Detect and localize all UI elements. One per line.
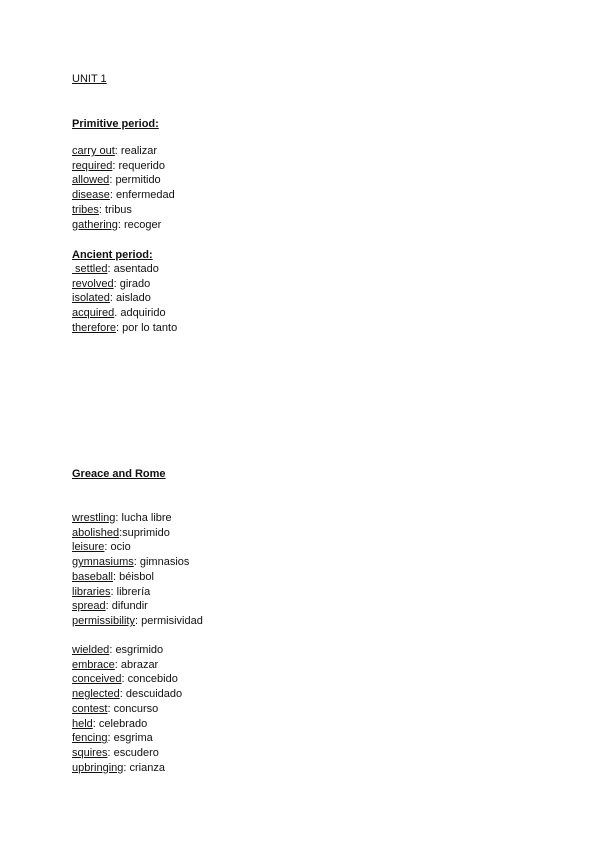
vocab-term: therefore [72, 321, 117, 334]
vocab-entry [72, 672, 182, 687]
vocab-term: held [72, 717, 93, 730]
vocab-term: fencing [72, 732, 108, 745]
vocab-entry [72, 203, 175, 218]
vocab-entry [72, 585, 203, 600]
vocab-definition: tribus [105, 203, 132, 216]
vocab-entry [72, 717, 182, 732]
vocab-separator: : [107, 732, 114, 745]
vocab-separator: : [114, 145, 121, 157]
vocab-entry [72, 643, 182, 658]
vocab-entry [72, 658, 182, 673]
vocab-list-primitive [72, 144, 175, 232]
vocab-definition: gimnasios [139, 556, 190, 569]
vocab-separator: : [109, 189, 117, 202]
vocab-entry [72, 702, 182, 717]
vocab-term: permissibility [72, 614, 135, 627]
vocab-separator: . [114, 307, 121, 320]
vocab-definition: ocio [110, 541, 131, 554]
vocab-definition: lucha libre [121, 512, 172, 524]
vocab-definition: difundir [111, 600, 148, 613]
vocab-separator: : [92, 717, 99, 730]
vocab-entry [72, 599, 203, 614]
vocab-separator: : [116, 321, 123, 334]
vocab-entry [72, 321, 177, 336]
vocab-definition: esgrima [113, 732, 153, 745]
vocab-entry [72, 614, 203, 629]
vocab-entry [72, 159, 175, 174]
vocab-definition: concebido [127, 673, 178, 686]
page-title: UNIT 1 [72, 73, 107, 85]
vocab-separator: : [107, 702, 114, 715]
vocab-definition: adquirido [120, 307, 166, 320]
vocab-definition: crianza [129, 761, 165, 774]
vocab-entry [72, 511, 203, 526]
vocab-definition: recoger [124, 218, 162, 231]
section-heading-primitive: Primitive period: [72, 118, 159, 130]
vocab-term: tribes [72, 203, 99, 216]
vocab-entry [72, 555, 203, 570]
vocab-separator: : [104, 541, 111, 554]
vocab-definition: asentado [113, 263, 159, 275]
vocab-separator: : [109, 292, 117, 305]
vocab-term: spread [72, 600, 106, 613]
vocab-entry [72, 526, 203, 541]
vocab-term: neglected [72, 688, 120, 701]
vocab-entry [72, 540, 203, 555]
vocab-separator: : [109, 644, 116, 656]
vocab-entry [72, 218, 175, 233]
vocab-definition: aislado [116, 292, 151, 305]
vocab-separator: : [114, 658, 121, 671]
vocab-term: leisure [72, 541, 105, 554]
vocab-term: gathering [72, 218, 118, 231]
vocab-term: conceived [72, 673, 122, 686]
vocab-definition: permisividad [141, 614, 203, 627]
vocab-separator: : [110, 585, 117, 598]
vocab-entry [72, 144, 175, 159]
vocab-separator: : [112, 570, 120, 583]
vocab-entry [72, 570, 203, 585]
vocab-term: gymnasiums [72, 556, 134, 569]
vocab-definition: girado [119, 277, 151, 290]
vocab-entry [72, 277, 177, 292]
vocab-definition: por lo tanto [122, 321, 178, 334]
vocab-separator: : [133, 556, 140, 569]
vocab-definition: esgrimido [115, 644, 164, 656]
vocab-entry [72, 306, 177, 321]
vocab-definition: permitido [115, 174, 161, 187]
vocab-definition: descuidado [125, 688, 183, 701]
vocab-term: wielded [72, 644, 110, 656]
vocab-entry [72, 173, 175, 188]
vocab-separator: : [134, 614, 142, 627]
vocab-list-greece-rome-2 [72, 643, 182, 775]
vocab-term: squires [72, 746, 108, 759]
vocab-separator: : [113, 277, 120, 290]
vocab-definition: escudero [113, 746, 159, 759]
vocab-separator: : [105, 600, 112, 613]
vocab-separator: : [121, 673, 128, 686]
section-heading-greece-rome: Greace and Rome [72, 468, 166, 480]
vocab-term: libraries [72, 585, 111, 598]
vocab-term: carry out [72, 145, 115, 157]
vocab-separator: : [109, 174, 116, 187]
vocab-separator: : [123, 761, 130, 774]
vocab-term: upbringing [72, 761, 124, 774]
vocab-definition: béisbol [119, 570, 154, 583]
vocab-term: wrestling [72, 512, 116, 524]
vocab-definition: abrazar [120, 658, 159, 671]
section-heading-ancient: Ancient period: [72, 249, 153, 261]
vocab-definition: realizar [120, 145, 157, 157]
vocab-definition: celebrado [98, 717, 148, 730]
vocab-definition: requerido [118, 159, 165, 172]
vocab-term: contest [72, 702, 108, 715]
vocab-separator: : [112, 159, 119, 172]
vocab-list-ancient [72, 262, 177, 336]
vocab-entry [72, 731, 182, 746]
vocab-term: baseball [72, 570, 113, 583]
vocab-definition: suprimido [122, 526, 170, 539]
vocab-term: abolished [72, 526, 120, 539]
vocab-term: allowed [72, 174, 110, 187]
vocab-separator: : [117, 218, 124, 231]
vocab-separator: : [107, 263, 114, 275]
vocab-entry [72, 188, 175, 203]
vocab-entry [72, 262, 177, 277]
vocab-separator: : [119, 688, 126, 701]
vocab-definition: enfermedad [116, 189, 175, 202]
vocab-term: isolated [72, 292, 110, 305]
vocab-entry [72, 687, 182, 702]
vocab-term: required [72, 159, 113, 172]
vocab-entry [72, 761, 182, 776]
vocab-definition: librería [116, 585, 151, 598]
vocab-entry [72, 746, 182, 761]
vocab-separator: : [98, 203, 106, 216]
vocab-list-greece-rome-1 [72, 511, 203, 629]
vocab-term: embrace [72, 658, 115, 671]
vocab-separator: : [119, 526, 123, 539]
vocab-term: disease [72, 189, 110, 202]
vocab-definition: concurso [113, 702, 159, 715]
vocab-entry [72, 291, 177, 306]
vocab-term: acquired [72, 307, 115, 320]
vocab-separator: : [115, 512, 122, 524]
vocab-separator: : [107, 746, 114, 759]
vocab-term: revolved [72, 277, 114, 290]
vocab-term: settled [72, 263, 108, 275]
